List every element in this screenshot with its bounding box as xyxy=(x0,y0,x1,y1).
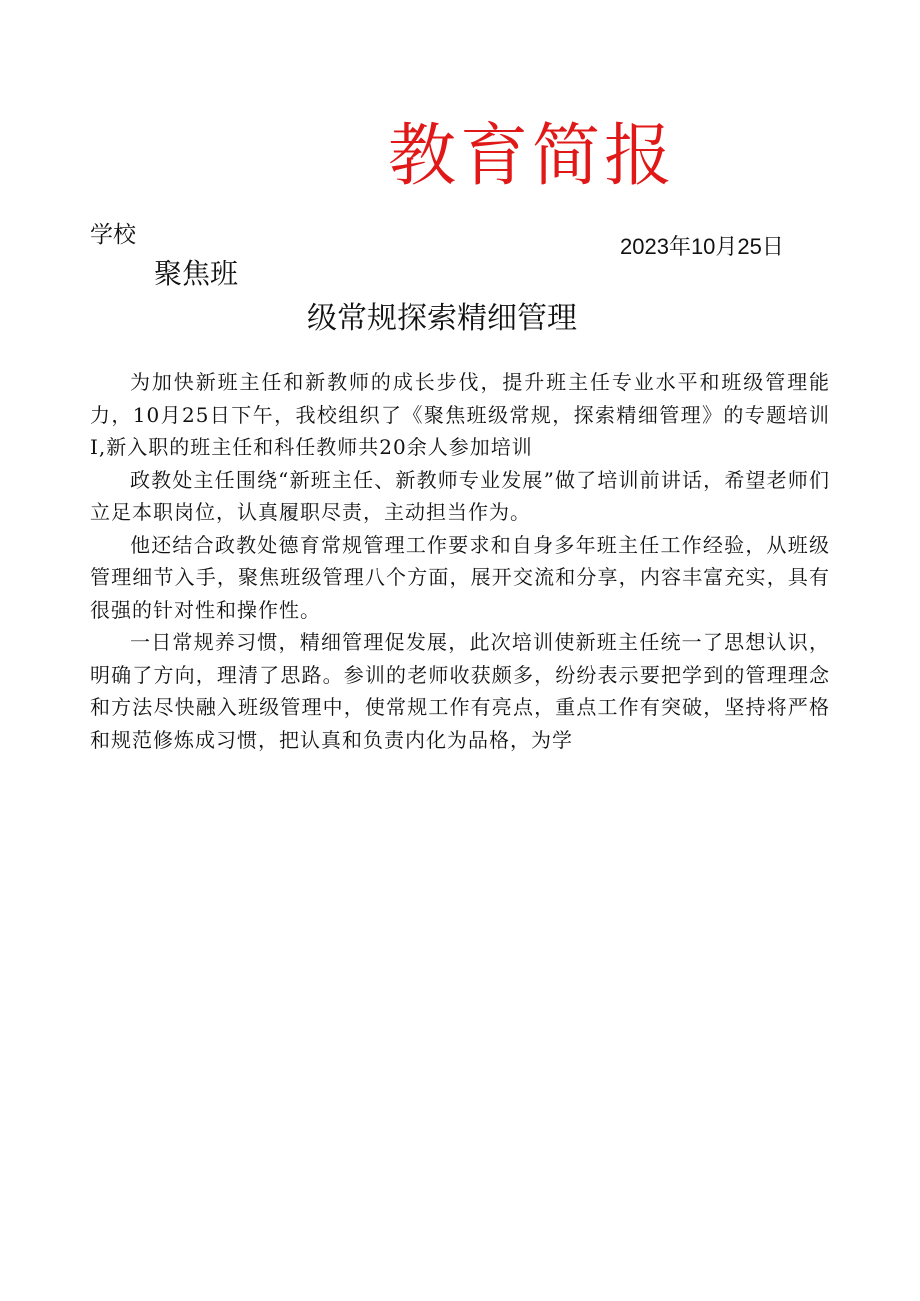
article-title-line-2: 级常规探索精细管理 xyxy=(307,301,577,336)
school-label: 学校 xyxy=(90,222,136,248)
article-body xyxy=(90,366,830,756)
paragraph: 为加快新班主任和新教师的成长步伐，提升班主任专业水平和班级管理能力，10月25日下午，我校组织了《聚焦班级常规，探索精细管理》的专题培训I,新入职的班主任和科任教师共20余人参加培训 xyxy=(90,370,830,459)
masthead-title: 教育简报 xyxy=(388,117,677,196)
article-title-line-1: 聚焦班 xyxy=(154,257,239,290)
issue-date: 2023年10月25日 xyxy=(620,234,784,259)
paragraph: 一日常规养习惯，精细管理促发展，此次培训使新班主任统一了思想认识，明确了方向，理清了思路。参训的老师收获颇多，纷纷表示要把学到的管理理念和方法尽快融入班级管理中，使常规工作有亮点，重点工作有突破，坚持将严格和规范修炼成习惯，把认真和负责内化为品格，为学 xyxy=(90,630,830,752)
paragraph: 他还结合政教处德育常规管理工作要求和自身多年班主任工作经验，从班级管理细节入手，聚焦班级管理八个方面，展开交流和分享，内容丰富充实，具有很强的针对性和操作性。 xyxy=(90,532,830,622)
paragraph: 政教处主任围绕“新班主任、新教师专业发展”做了培训前讲话，希望老师们立足本职岗位，认真履职尽责，主动担当作为。 xyxy=(90,467,830,524)
